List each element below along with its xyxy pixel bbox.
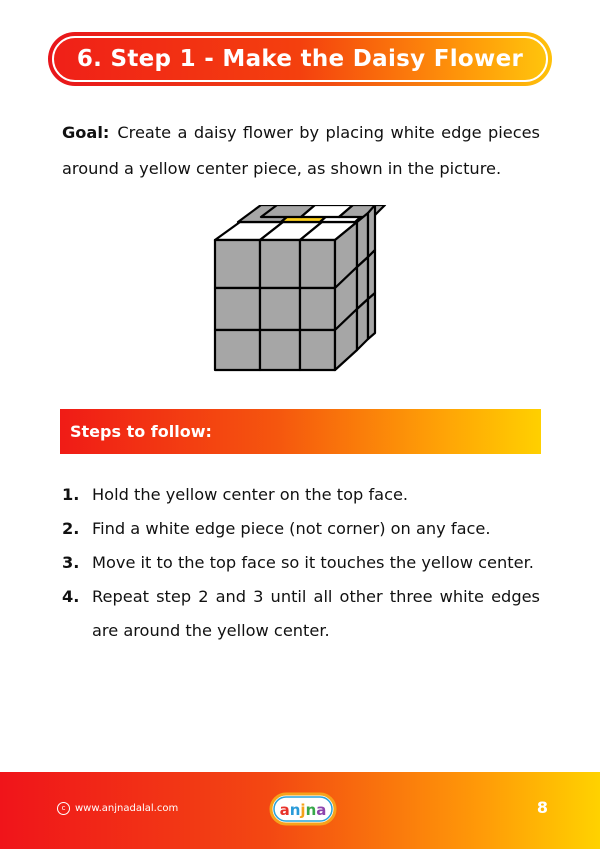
step-number: 1. — [62, 485, 80, 504]
anjna-logo — [269, 791, 337, 827]
title-banner-inner — [52, 36, 548, 82]
steps-list — [62, 478, 540, 648]
goal-paragraph — [62, 115, 540, 187]
steps-header-bar — [60, 409, 541, 454]
cube-front-sticker — [260, 240, 300, 288]
cube-side-sticker — [368, 205, 375, 257]
rubiks-cube-illustration — [205, 205, 395, 395]
cube-front-sticker — [300, 330, 335, 370]
step-text: Repeat step 2 and 3 until all other three white edges are around the yellow center. — [92, 587, 540, 640]
cube-front-sticker — [300, 288, 335, 330]
page-number: 8 — [536, 798, 548, 817]
step-item — [62, 478, 540, 512]
page-title: 6. Step 1 - Make the Daisy Flower — [76, 46, 524, 72]
svg-text:anjna: anjna — [279, 801, 327, 819]
cube-side-sticker — [357, 299, 368, 350]
step-number: 4. — [62, 587, 80, 606]
cube-front-sticker — [215, 288, 260, 330]
step-number: 3. — [62, 553, 80, 572]
steps-header-label: Steps to follow: — [70, 422, 212, 441]
cube-front-sticker — [300, 240, 335, 288]
cube-front-sticker — [215, 240, 260, 288]
cube-front-sticker — [215, 330, 260, 370]
cube-front-sticker — [260, 288, 300, 330]
step-item — [62, 512, 540, 546]
step-number: 2. — [62, 519, 80, 538]
footer-bar — [0, 772, 600, 849]
step-text: Find a white edge piece (not corner) on any face. — [92, 519, 491, 538]
step-item — [62, 546, 540, 580]
step-text: Hold the yellow center on the top face. — [92, 485, 409, 504]
cube-side-sticker — [368, 293, 375, 339]
footer-website[interactable] — [57, 802, 178, 815]
cube-side-sticker — [368, 250, 375, 299]
copyright-icon: c — [57, 802, 70, 815]
goal-text: Create a daisy flower by placing white edge pieces around a yellow center piece, as shown in the picture. — [62, 123, 540, 178]
step-item — [62, 580, 540, 648]
goal-label: Goal: — [62, 123, 110, 142]
title-banner — [48, 32, 552, 86]
cube-front-sticker — [260, 330, 300, 370]
website-link[interactable]: www.anjnadalal.com — [75, 803, 179, 814]
step-text: Move it to the top face so it touches the yellow center. — [92, 553, 534, 572]
